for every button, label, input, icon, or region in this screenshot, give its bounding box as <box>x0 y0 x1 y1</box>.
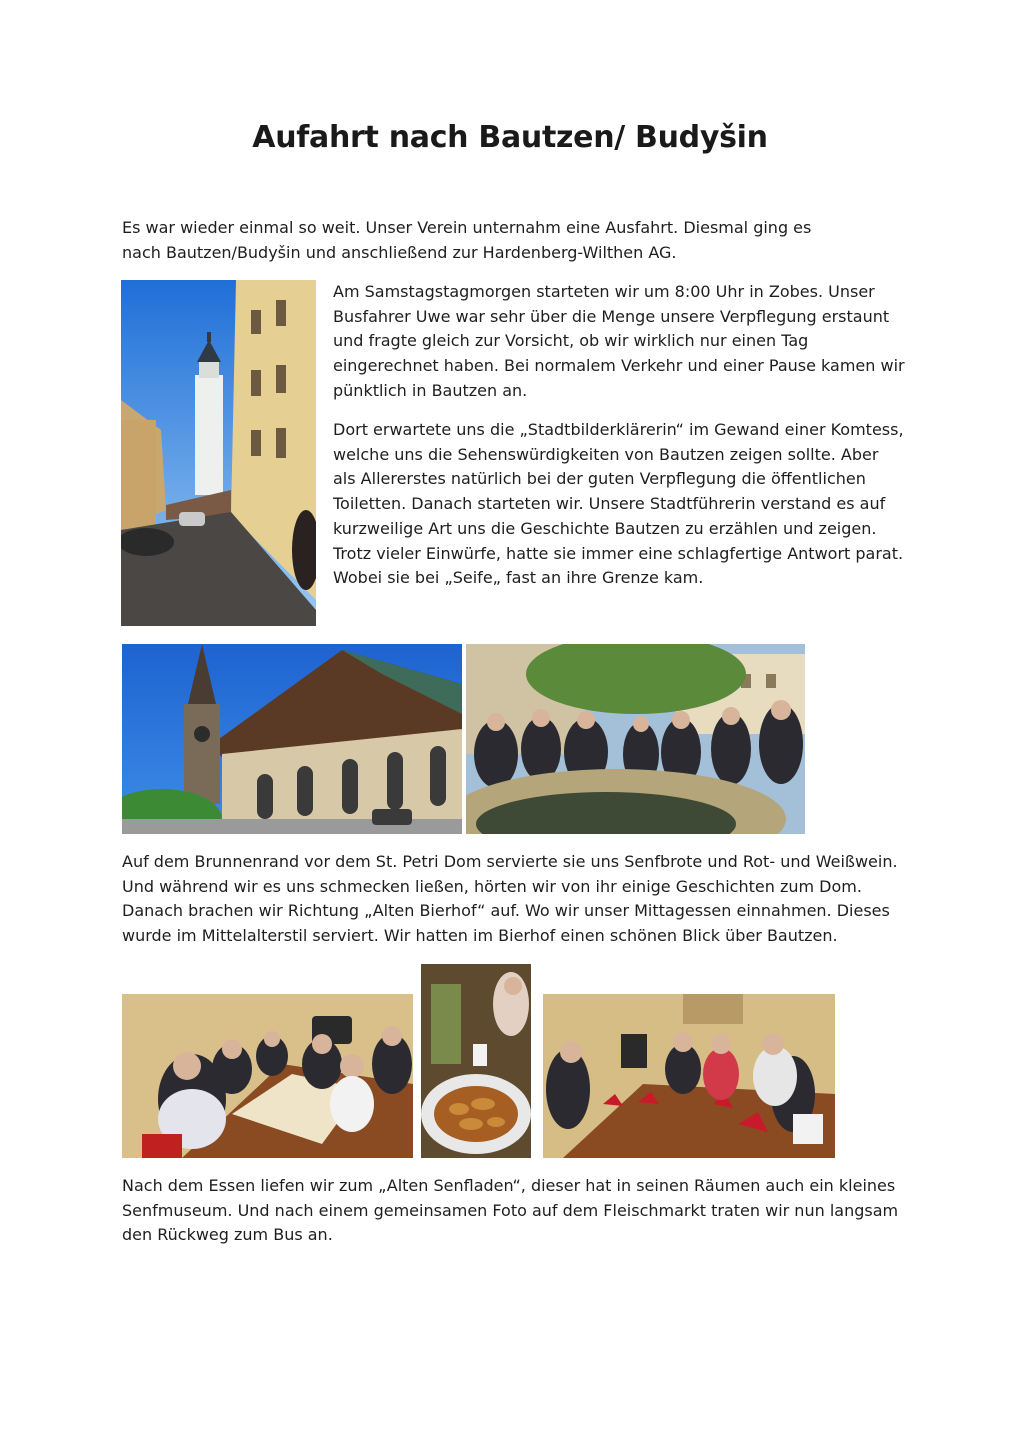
start-paragraph: Am Samstagstagmorgen starteten wir um 8:00 Uhr in Zobes. Unser Busfahrer Uwe war sehr über die Menge unsere Verpflegung erstaunt und fragte gleich zur Vorsicht, ob wir wirklich nur einen Tag eingerechnet haben. Bei normalem Verkehr und einer Pause kamen wir pünktlich in Bautzen an. <box>333 282 905 400</box>
ending-paragraph: Nach dem Essen liefen wir zum „Alten Senfladen“, dieser hat in seinen Räumen auch ein kleines Senfmuseum. Und nach einem gemeinsamen Foto auf dem Fleischmarkt traten wir nun langsam den Rückweg zum Bus an. <box>122 1176 899 1245</box>
food-plate-photo <box>421 964 531 1158</box>
tower-street-photo <box>121 280 316 626</box>
restaurant-table-photo <box>122 994 413 1158</box>
fountain-paragraph: Auf dem Brunnenrand vor dem St. Petri Dom servierte sie uns Senfbrote und Rot- und Weißwein. Und während wir es uns schmecken ließen, hörten wir von ihr einige Geschichten zum Dom. Danach brachen wir Richtung „Alten Bierhof“ auf. Wo wir unser Mittagessen einnahmen. Dieses wurde im Mittelalterstil serviert. Wir hatten im Bierhof einen schönen Blick über Bautzen. <box>122 852 898 946</box>
cathedral-photo <box>122 644 462 834</box>
intro-paragraph: Es war wieder einmal so weit. Unser Verein unternahm eine Ausfahrt. Diesmal ging es nach Bautzen/Budyšin und anschließend zur Hardenberg-Wilthen AG. <box>122 218 812 262</box>
fountain-group-photo <box>466 644 805 834</box>
restaurant-group-photo <box>543 994 835 1158</box>
page-title: Aufahrt nach Bautzen/ Budyšin <box>252 120 768 155</box>
guide-paragraph: Dort erwartete uns die „Stadtbilderklärerin“ im Gewand einer Komtess, welche uns die Sehenswürdigkeiten von Bautzen zeigen sollte. Aber als Allererstes natürlich bei der guten Verpflegung die öffentlichen Toiletten. Danach starteten wir. Unsere Stadtführerin verstand es auf kurzweilige Art uns die Geschichte Bautzen zu erzählen und zeigen. Trotz vieler Einwürfe, hatte sie immer eine schlagfertige Antwort parat. Wobei sie bei „Seife„ fast an ihre Grenze kam. <box>333 420 904 588</box>
